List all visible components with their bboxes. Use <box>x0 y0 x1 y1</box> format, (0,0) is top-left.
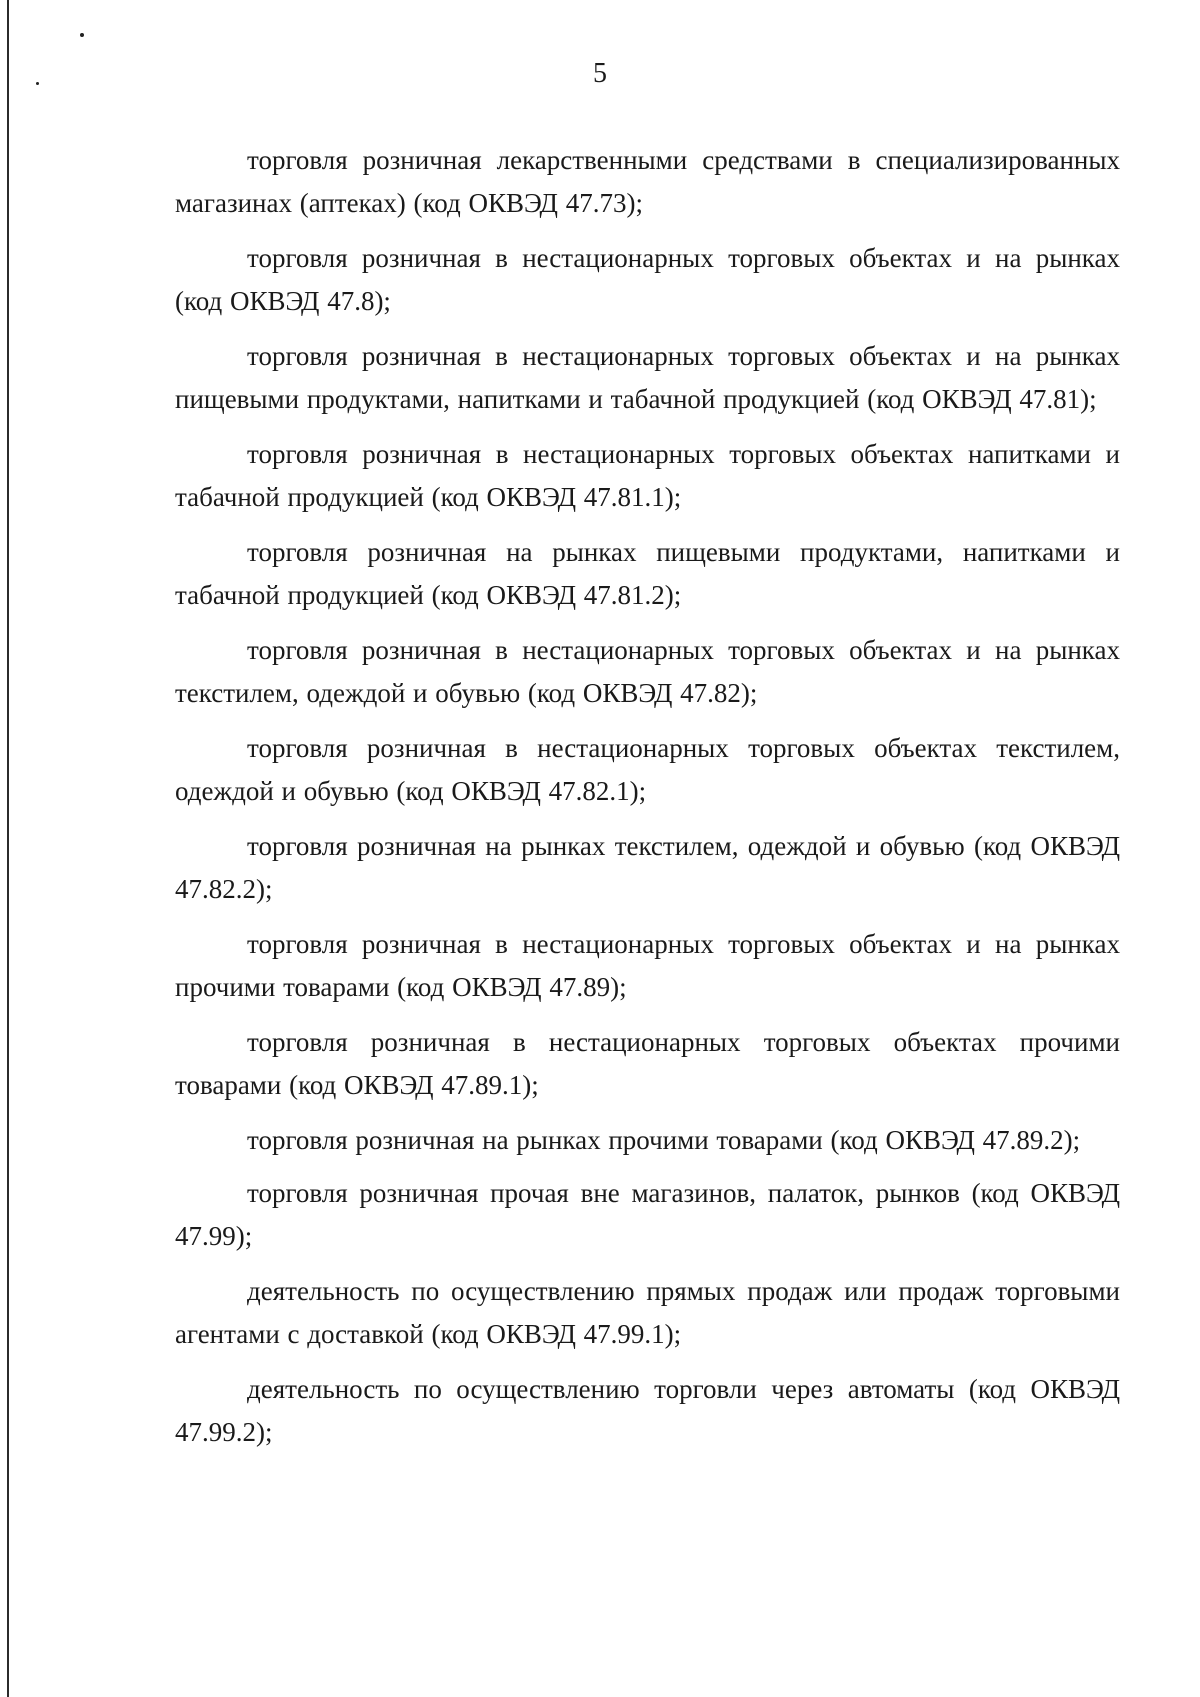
paragraph: торговля розничная в нестационарных торговых объектах прочими товарами (код ОКВЭД 47.89.1); <box>175 1027 1120 1100</box>
paragraph: торговля розничная в нестационарных торговых объектах и на рынках (код ОКВЭД 47.8); <box>175 243 1120 316</box>
paragraph: торговля розничная в нестационарных торговых объектах текстилем, одеждой и обувью (код ОКВЭД 47.82.1); <box>175 733 1120 806</box>
paragraph: торговля розничная на рынках пищевыми продуктами, напитками и табачной продукцией (код ОКВЭД 47.81.2); <box>175 537 1120 610</box>
paragraph: торговля розничная на рынках текстилем, одеждой и обувью (код ОКВЭД 47.82.2); <box>175 831 1120 904</box>
scan-speck <box>80 33 84 37</box>
paragraph: деятельность по осуществлению торговли через автоматы (код ОКВЭД 47.99.2); <box>175 1374 1120 1447</box>
paragraph: торговля розничная на рынках прочими товарами (код ОКВЭД 47.89.2); <box>247 1125 1081 1155</box>
scan-edge-line <box>7 0 9 1697</box>
paragraph: торговля розничная в нестационарных торговых объектах и на рынках текстилем, одеждой и обувью (код ОКВЭД 47.82); <box>175 635 1120 708</box>
document-body <box>175 139 1120 1466</box>
paragraph: торговля розничная в нестационарных торговых объектах и на рынках прочими товарами (код ОКВЭД 47.89); <box>175 929 1120 1002</box>
paragraph: торговля розничная прочая вне магазинов, палаток, рынков (код ОКВЭД 47.99); <box>175 1178 1120 1251</box>
paragraph: торговля розничная в нестационарных торговых объектах напитками и табачной продукцией (код ОКВЭД 47.81.1); <box>175 439 1120 512</box>
page-number: 5 <box>593 58 607 89</box>
paragraph: торговля розничная лекарственными средствами в специализированных магазинах (аптеках) (код ОКВЭД 47.73); <box>175 145 1120 218</box>
paragraph: деятельность по осуществлению прямых продаж или продаж торговыми агентами с доставкой (код ОКВЭД 47.99.1); <box>175 1276 1120 1349</box>
paragraph: торговля розничная в нестационарных торговых объектах и на рынках пищевыми продуктами, напитками и табачной продукцией (код ОКВЭД 47.81); <box>175 341 1120 414</box>
